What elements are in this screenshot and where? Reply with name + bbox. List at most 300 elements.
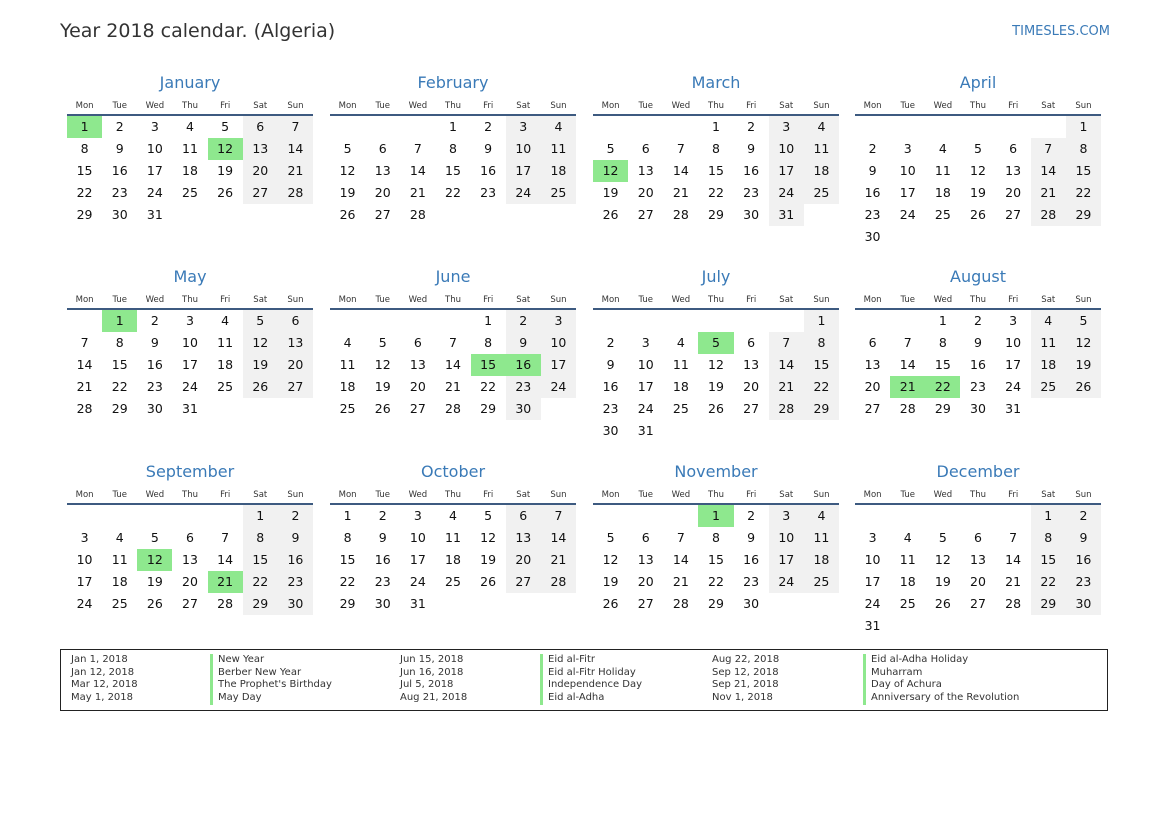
- holiday-day-cell: 21: [208, 571, 243, 593]
- day-cell: 26: [602, 207, 619, 222]
- day-cell: 17: [864, 574, 881, 589]
- weekday-header: [855, 487, 1101, 505]
- day-cell: 25: [541, 182, 576, 204]
- day-cell: 11: [445, 530, 461, 545]
- day-cell: 3: [413, 508, 422, 523]
- weekday-label: Sun: [550, 101, 567, 111]
- weekday-label: Sun: [287, 295, 304, 305]
- day-cell: 28: [769, 398, 804, 420]
- empty-cell: [996, 116, 1031, 138]
- month-february: [330, 72, 576, 226]
- month-june: [330, 266, 576, 420]
- day-cell: 18: [111, 574, 128, 589]
- week-row: [855, 571, 1101, 593]
- empty-cell: [172, 505, 207, 527]
- week-row: [67, 398, 313, 420]
- day-cell: 25: [182, 185, 198, 200]
- month-title: November: [674, 462, 758, 481]
- day-cell: 22: [111, 379, 128, 394]
- week-row: [593, 310, 839, 332]
- day-cell: 30: [374, 596, 391, 611]
- day-cell: 21: [409, 185, 426, 200]
- empty-cell: [890, 226, 925, 248]
- day-cell: 6: [378, 141, 387, 156]
- day-cell: 8: [1066, 138, 1101, 160]
- week-row: [593, 398, 839, 420]
- empty-cell: [1066, 615, 1101, 637]
- legend-date: Jun 15, 2018: [400, 654, 464, 665]
- week-row: [330, 549, 576, 571]
- day-cell: 27: [970, 596, 986, 611]
- day-cell: 4: [903, 530, 912, 545]
- weekday-label: Thu: [182, 101, 198, 111]
- day-cell: 5: [606, 530, 615, 545]
- day-cell: 13: [637, 552, 654, 567]
- week-row: [855, 398, 1101, 420]
- holiday-day-cell: 1: [67, 116, 102, 138]
- weekday-label: Mon: [338, 295, 357, 305]
- day-cell: 16: [146, 357, 163, 372]
- day-cell: 12: [708, 357, 724, 372]
- day-cell: 7: [80, 335, 89, 350]
- day-cell: 25: [339, 401, 356, 416]
- empty-cell: [804, 593, 839, 615]
- day-cell: 5: [150, 530, 159, 545]
- day-cell: 1: [712, 119, 720, 134]
- week-row: [330, 138, 576, 160]
- legend-date: Jan 12, 2018: [71, 666, 135, 678]
- day-cell: 6: [186, 530, 194, 545]
- day-cell: 23: [743, 185, 760, 200]
- day-cell: 20: [243, 160, 278, 182]
- day-cell: 10: [146, 141, 163, 156]
- empty-cell: [365, 116, 400, 138]
- day-cell: 23: [278, 571, 313, 593]
- day-cell: 15: [445, 163, 461, 178]
- day-cell: 9: [278, 527, 313, 549]
- day-cell: 29: [243, 593, 278, 615]
- day-cell: 28: [445, 401, 461, 416]
- day-cell: 4: [343, 335, 352, 350]
- day-cell: 19: [1066, 354, 1101, 376]
- day-cell: 18: [339, 379, 356, 394]
- day-cell: 21: [769, 376, 804, 398]
- week-row: [330, 204, 576, 226]
- day-cell: 10: [506, 138, 541, 160]
- empty-cell: [506, 593, 541, 615]
- day-cell: 25: [804, 182, 839, 204]
- weekday-label: Thu: [182, 490, 198, 500]
- weekday-label: Mon: [601, 295, 620, 305]
- day-cell: 1: [449, 119, 457, 134]
- week-row: [855, 204, 1101, 226]
- week-row: [593, 138, 839, 160]
- week-row: [855, 615, 1101, 637]
- legend-date: Nov 1, 2018: [712, 692, 773, 704]
- day-cell: 1: [938, 313, 947, 328]
- day-cell: 4: [804, 505, 839, 527]
- empty-cell: [890, 116, 925, 138]
- weekday-label: Fri: [220, 490, 231, 500]
- page-title: Year 2018 calendar. (Algeria): [60, 20, 336, 42]
- month-july: [593, 266, 839, 442]
- day-cell: 3: [769, 505, 804, 527]
- day-cell: 9: [506, 332, 541, 354]
- day-cell: 6: [641, 530, 650, 545]
- day-cell: 11: [672, 357, 689, 372]
- day-cell: 31: [769, 204, 804, 226]
- weekday-label: Wed: [145, 101, 165, 111]
- empty-cell: [855, 310, 890, 332]
- day-cell: 29: [708, 596, 724, 611]
- day-cell: 31: [637, 423, 654, 438]
- day-cell: 27: [506, 571, 541, 593]
- empty-cell: [541, 204, 576, 226]
- day-cell: 14: [672, 552, 689, 567]
- day-cell: 17: [409, 552, 426, 567]
- day-cell: 3: [506, 116, 541, 138]
- empty-cell: [172, 204, 207, 226]
- day-cell: 2: [868, 141, 877, 156]
- day-cell: 20: [637, 185, 654, 200]
- holiday-day-cell: 1: [102, 310, 137, 332]
- week-row: [67, 310, 313, 332]
- day-cell: 13: [182, 552, 198, 567]
- month-may: [67, 266, 313, 420]
- day-cell: 7: [449, 335, 457, 350]
- day-cell: 14: [76, 357, 93, 372]
- day-cell: 19: [708, 379, 724, 394]
- weekday-label: Sun: [1075, 101, 1092, 111]
- week-row: [855, 593, 1101, 615]
- day-cell: 19: [934, 574, 951, 589]
- month-title: December: [936, 462, 1020, 481]
- weekday-label: Tue: [638, 490, 653, 500]
- empty-cell: [102, 505, 137, 527]
- week-row: [67, 549, 313, 571]
- day-cell: 14: [445, 357, 461, 372]
- day-cell: 21: [445, 379, 461, 394]
- day-cell: 21: [672, 185, 689, 200]
- empty-cell: [855, 116, 890, 138]
- day-cell: 25: [111, 596, 128, 611]
- day-cell: 2: [484, 119, 493, 134]
- day-cell: 5: [378, 335, 387, 350]
- week-row: [855, 332, 1101, 354]
- day-cell: 22: [445, 185, 461, 200]
- weekday-label: Wed: [408, 101, 428, 111]
- weekday-label: Sat: [253, 490, 268, 500]
- day-cell: 8: [804, 332, 839, 354]
- day-cell: 27: [243, 182, 278, 204]
- day-cell: 3: [868, 530, 877, 545]
- legend-date-column: [71, 654, 138, 705]
- legend-holiday-name: The Prophet's Birthday: [218, 679, 332, 691]
- day-cell: 24: [506, 182, 541, 204]
- day-cell: 7: [769, 332, 804, 354]
- legend-holiday-name: New Year: [218, 654, 265, 665]
- week-row: [330, 398, 576, 420]
- day-cell: 27: [409, 401, 426, 416]
- day-cell: 26: [1066, 376, 1101, 398]
- weekday-header: [330, 487, 576, 505]
- day-cell: 29: [480, 401, 497, 416]
- empty-cell: [960, 505, 995, 527]
- empty-cell: [769, 310, 804, 332]
- week-row: [330, 376, 576, 398]
- day-cell: 13: [374, 163, 391, 178]
- day-cell: 26: [480, 574, 497, 589]
- day-cell: 2: [278, 505, 313, 527]
- week-row: [330, 182, 576, 204]
- weekday-label: Fri: [746, 295, 757, 305]
- weekday-label: Fri: [746, 490, 757, 500]
- holiday-day-cell: 21: [890, 376, 925, 398]
- empty-cell: [663, 310, 698, 332]
- weekday-label: Wed: [933, 101, 953, 111]
- legend-date: Jan 1, 2018: [71, 654, 128, 665]
- week-row: [855, 310, 1101, 332]
- legend-holiday-name: Day of Achura: [871, 679, 942, 691]
- day-cell: 6: [243, 116, 278, 138]
- month-august: [855, 266, 1101, 420]
- day-cell: 19: [602, 574, 619, 589]
- site-link[interactable]: TIMESLES.COM: [1012, 24, 1110, 39]
- day-cell: 23: [374, 574, 391, 589]
- legend-holiday-name: Eid al-Adha Holiday: [871, 654, 969, 665]
- empty-cell: [663, 505, 698, 527]
- day-cell: 23: [743, 574, 760, 589]
- weekday-label: Mon: [75, 101, 94, 111]
- day-cell: 19: [374, 379, 391, 394]
- day-cell: 28: [672, 207, 689, 222]
- day-cell: 31: [864, 618, 881, 633]
- day-cell: 17: [769, 160, 804, 182]
- empty-cell: [1031, 116, 1066, 138]
- legend-holiday-name: Anniversary of the Revolution: [871, 692, 1020, 704]
- day-cell: 16: [602, 379, 619, 394]
- empty-cell: [593, 116, 628, 138]
- empty-cell: [996, 615, 1031, 637]
- weekday-label: Fri: [483, 101, 494, 111]
- empty-cell: [628, 116, 663, 138]
- week-row: [855, 354, 1101, 376]
- weekday-label: Wed: [145, 295, 165, 305]
- day-cell: 3: [186, 313, 194, 328]
- weekday-label: Wed: [671, 490, 691, 500]
- month-title: August: [950, 267, 1006, 286]
- day-cell: 11: [111, 552, 128, 567]
- weekday-label: Wed: [933, 295, 953, 305]
- day-cell: 24: [1005, 379, 1022, 394]
- week-row: [593, 160, 839, 182]
- day-cell: 8: [484, 335, 493, 350]
- day-cell: 16: [743, 552, 760, 567]
- day-cell: 22: [480, 379, 497, 394]
- day-cell: 2: [378, 508, 387, 523]
- day-cell: 25: [1031, 376, 1066, 398]
- weekday-label: Thu: [708, 101, 724, 111]
- day-cell: 29: [804, 398, 839, 420]
- day-cell: 10: [541, 332, 576, 354]
- day-cell: 27: [637, 596, 654, 611]
- weekday-label: Thu: [970, 295, 986, 305]
- empty-cell: [960, 116, 995, 138]
- day-cell: 20: [970, 574, 986, 589]
- weekday-label: Thu: [445, 490, 461, 500]
- day-cell: 11: [804, 527, 839, 549]
- day-cell: 9: [378, 530, 387, 545]
- week-row: [593, 182, 839, 204]
- empty-cell: [734, 420, 769, 442]
- day-cell: 25: [899, 596, 916, 611]
- weekday-label: Thu: [970, 101, 986, 111]
- week-row: [593, 527, 839, 549]
- week-row: [67, 116, 313, 138]
- day-cell: 17: [1005, 357, 1022, 372]
- empty-cell: [400, 116, 435, 138]
- week-row: [855, 182, 1101, 204]
- weekday-label: Thu: [445, 295, 461, 305]
- day-cell: 1: [1066, 116, 1101, 138]
- day-cell: 10: [864, 552, 881, 567]
- week-row: [593, 505, 839, 527]
- week-row: [593, 204, 839, 226]
- day-cell: 1: [1031, 505, 1066, 527]
- day-cell: 30: [278, 593, 313, 615]
- day-cell: 21: [76, 379, 93, 394]
- day-cell: 23: [1066, 571, 1101, 593]
- day-cell: 12: [374, 357, 391, 372]
- week-row: [330, 527, 576, 549]
- day-cell: 21: [1031, 182, 1066, 204]
- day-cell: 4: [1031, 310, 1066, 332]
- day-cell: 22: [804, 376, 839, 398]
- week-row: [67, 354, 313, 376]
- legend-holiday-name: Independence Day: [548, 679, 643, 691]
- day-cell: 27: [374, 207, 391, 222]
- day-cell: 22: [708, 574, 724, 589]
- empty-cell: [330, 310, 365, 332]
- month-november: [593, 461, 839, 615]
- day-cell: 10: [182, 335, 198, 350]
- day-cell: 4: [221, 313, 230, 328]
- empty-cell: [925, 226, 960, 248]
- day-cell: 19: [243, 354, 278, 376]
- empty-cell: [1031, 615, 1066, 637]
- day-cell: 17: [146, 163, 163, 178]
- week-row: [855, 376, 1101, 398]
- day-cell: 24: [769, 182, 804, 204]
- week-row: [330, 354, 576, 376]
- day-cell: 2: [115, 119, 124, 134]
- day-cell: 12: [480, 530, 497, 545]
- month-title: July: [701, 267, 731, 286]
- day-cell: 24: [76, 596, 93, 611]
- day-cell: 2: [974, 313, 982, 328]
- day-cell: 4: [676, 335, 685, 350]
- day-cell: 7: [221, 530, 230, 545]
- week-row: [330, 116, 576, 138]
- holiday-day-cell: 12: [593, 160, 628, 182]
- week-row: [593, 376, 839, 398]
- week-row: [855, 527, 1101, 549]
- week-row: [67, 505, 313, 527]
- legend-date-column: [712, 654, 779, 705]
- empty-cell: [278, 204, 313, 226]
- month-title: May: [173, 267, 207, 286]
- weekday-label: Sat: [1041, 295, 1056, 305]
- day-cell: 24: [769, 571, 804, 593]
- day-cell: 11: [934, 163, 951, 178]
- weekday-label: Sat: [516, 101, 531, 111]
- holiday-day-cell: 12: [137, 549, 172, 571]
- day-cell: 14: [1031, 160, 1066, 182]
- weekday-label: Tue: [375, 101, 390, 111]
- weekday-label: Fri: [483, 490, 494, 500]
- week-row: [593, 593, 839, 615]
- day-cell: 3: [1009, 313, 1018, 328]
- day-cell: 30: [506, 398, 541, 420]
- weekday-label: Sat: [1041, 490, 1056, 500]
- empty-cell: [541, 398, 576, 420]
- weekday-header: [330, 292, 576, 310]
- day-cell: 1: [804, 310, 839, 332]
- week-row: [330, 593, 576, 615]
- day-cell: 20: [506, 549, 541, 571]
- weekday-label: Sat: [779, 101, 794, 111]
- empty-cell: [137, 505, 172, 527]
- empty-cell: [663, 420, 698, 442]
- weekday-label: Sat: [253, 295, 268, 305]
- month-title: September: [145, 462, 235, 481]
- month-title: March: [691, 73, 741, 92]
- day-cell: 8: [712, 141, 720, 156]
- empty-cell: [330, 116, 365, 138]
- day-cell: 17: [182, 357, 198, 372]
- day-cell: 27: [637, 207, 654, 222]
- legend-date: Aug 21, 2018: [400, 692, 468, 704]
- day-cell: 14: [899, 357, 916, 372]
- empty-cell: [734, 310, 769, 332]
- empty-cell: [960, 615, 995, 637]
- empty-cell: [435, 593, 470, 615]
- weekday-header: [67, 292, 313, 310]
- day-cell: 22: [76, 185, 93, 200]
- day-cell: 13: [243, 138, 278, 160]
- week-row: [67, 571, 313, 593]
- weekday-label: Mon: [863, 295, 882, 305]
- day-cell: 13: [864, 357, 881, 372]
- day-cell: 17: [637, 379, 654, 394]
- legend-holiday-name: Eid al-Adha: [548, 692, 605, 704]
- day-cell: 12: [602, 552, 619, 567]
- day-cell: 18: [804, 160, 839, 182]
- weekday-label: Wed: [408, 295, 428, 305]
- weekday-label: Thu: [445, 101, 461, 111]
- weekday-label: Fri: [1008, 490, 1019, 500]
- day-cell: 18: [934, 185, 951, 200]
- week-row: [67, 182, 313, 204]
- day-cell: 8: [449, 141, 457, 156]
- day-cell: 13: [743, 357, 760, 372]
- weekday-label: Sun: [813, 490, 830, 500]
- day-cell: 26: [708, 401, 724, 416]
- legend-holiday-name: Eid al-Fitr Holiday: [548, 666, 636, 678]
- day-cell: 7: [413, 141, 422, 156]
- week-row: [330, 310, 576, 332]
- day-cell: 9: [747, 530, 756, 545]
